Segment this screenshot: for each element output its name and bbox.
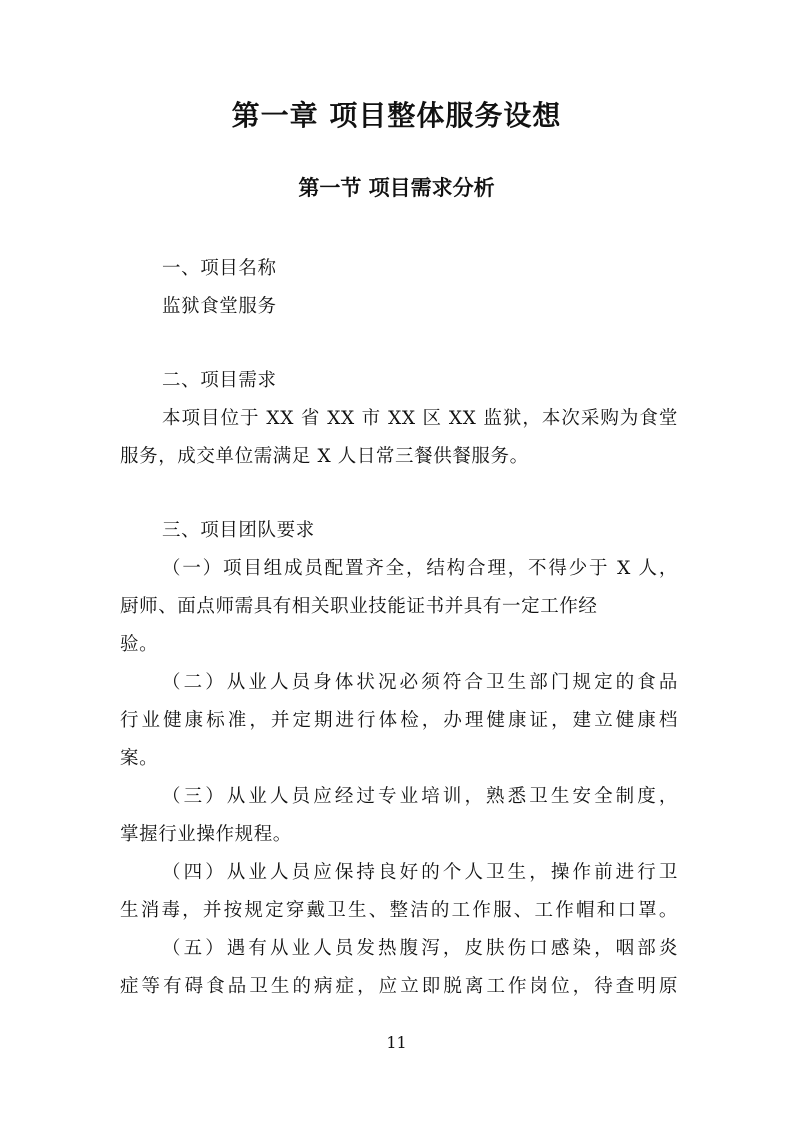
project-requirement-block bbox=[120, 362, 678, 476]
team-requirement-item-1-line-2: 厨师、面点师需具有相关职业技能证书并具有一定工作经 bbox=[120, 596, 598, 617]
project-requirement-line-2: 服务，成交单位需满足 X 人日常三餐供餐服务。 bbox=[120, 446, 529, 467]
project-requirement-line-1: 本项目位于 XX 省 XX 市 XX 区 XX 监狱，本次采购为食堂 bbox=[162, 408, 678, 429]
chapter-title: 第一章 项目整体服务设想 bbox=[231, 99, 562, 132]
team-requirement-item-5-line-2: 症等有碍食品卫生的病症，应立即脱离工作岗位，待查明原 bbox=[120, 976, 678, 997]
project-name-heading: 一、项目名称 bbox=[162, 258, 277, 279]
project-requirement-heading: 二、项目需求 bbox=[162, 370, 277, 391]
team-requirement-item-3-line-1: （三）从业人员应经过专业培训，熟悉卫生安全制度， bbox=[162, 786, 678, 807]
team-requirement-item-2-line-3: 案。 bbox=[120, 748, 159, 769]
team-requirement-item-1-line-3: 验。 bbox=[120, 634, 159, 655]
team-requirement-heading: 三、项目团队要求 bbox=[162, 520, 315, 541]
project-name-block bbox=[120, 250, 678, 326]
team-requirement-item-2-line-2: 行业健康标准，并定期进行体检，办理健康证，建立健康档 bbox=[120, 710, 678, 731]
team-requirement-item-2-line-1: （二）从业人员身体状况必须符合卫生部门规定的食品 bbox=[162, 672, 678, 693]
team-requirement-block bbox=[120, 512, 678, 1006]
team-requirement-item-1-line-1: （一）项目组成员配置齐全，结构合理，不得少于 X 人， bbox=[162, 558, 678, 579]
team-requirement-item-5-line-1: （五）遇有从业人员发热腹泻，皮肤伤口感染，咽部炎 bbox=[162, 938, 678, 959]
team-requirement-item-3-line-2: 掌握行业操作规程。 bbox=[120, 824, 292, 845]
team-requirement-item-4-line-2: 生消毒，并按规定穿戴卫生、整洁的工作服、工作帽和口罩。 bbox=[120, 900, 678, 921]
project-name-value: 监狱食堂服务 bbox=[162, 296, 277, 317]
team-requirement-item-4-line-1: （四）从业人员应保持良好的个人卫生，操作前进行卫 bbox=[162, 862, 678, 883]
section-title: 第一节 项目需求分析 bbox=[298, 175, 495, 200]
page-number: 11 bbox=[386, 1033, 407, 1052]
